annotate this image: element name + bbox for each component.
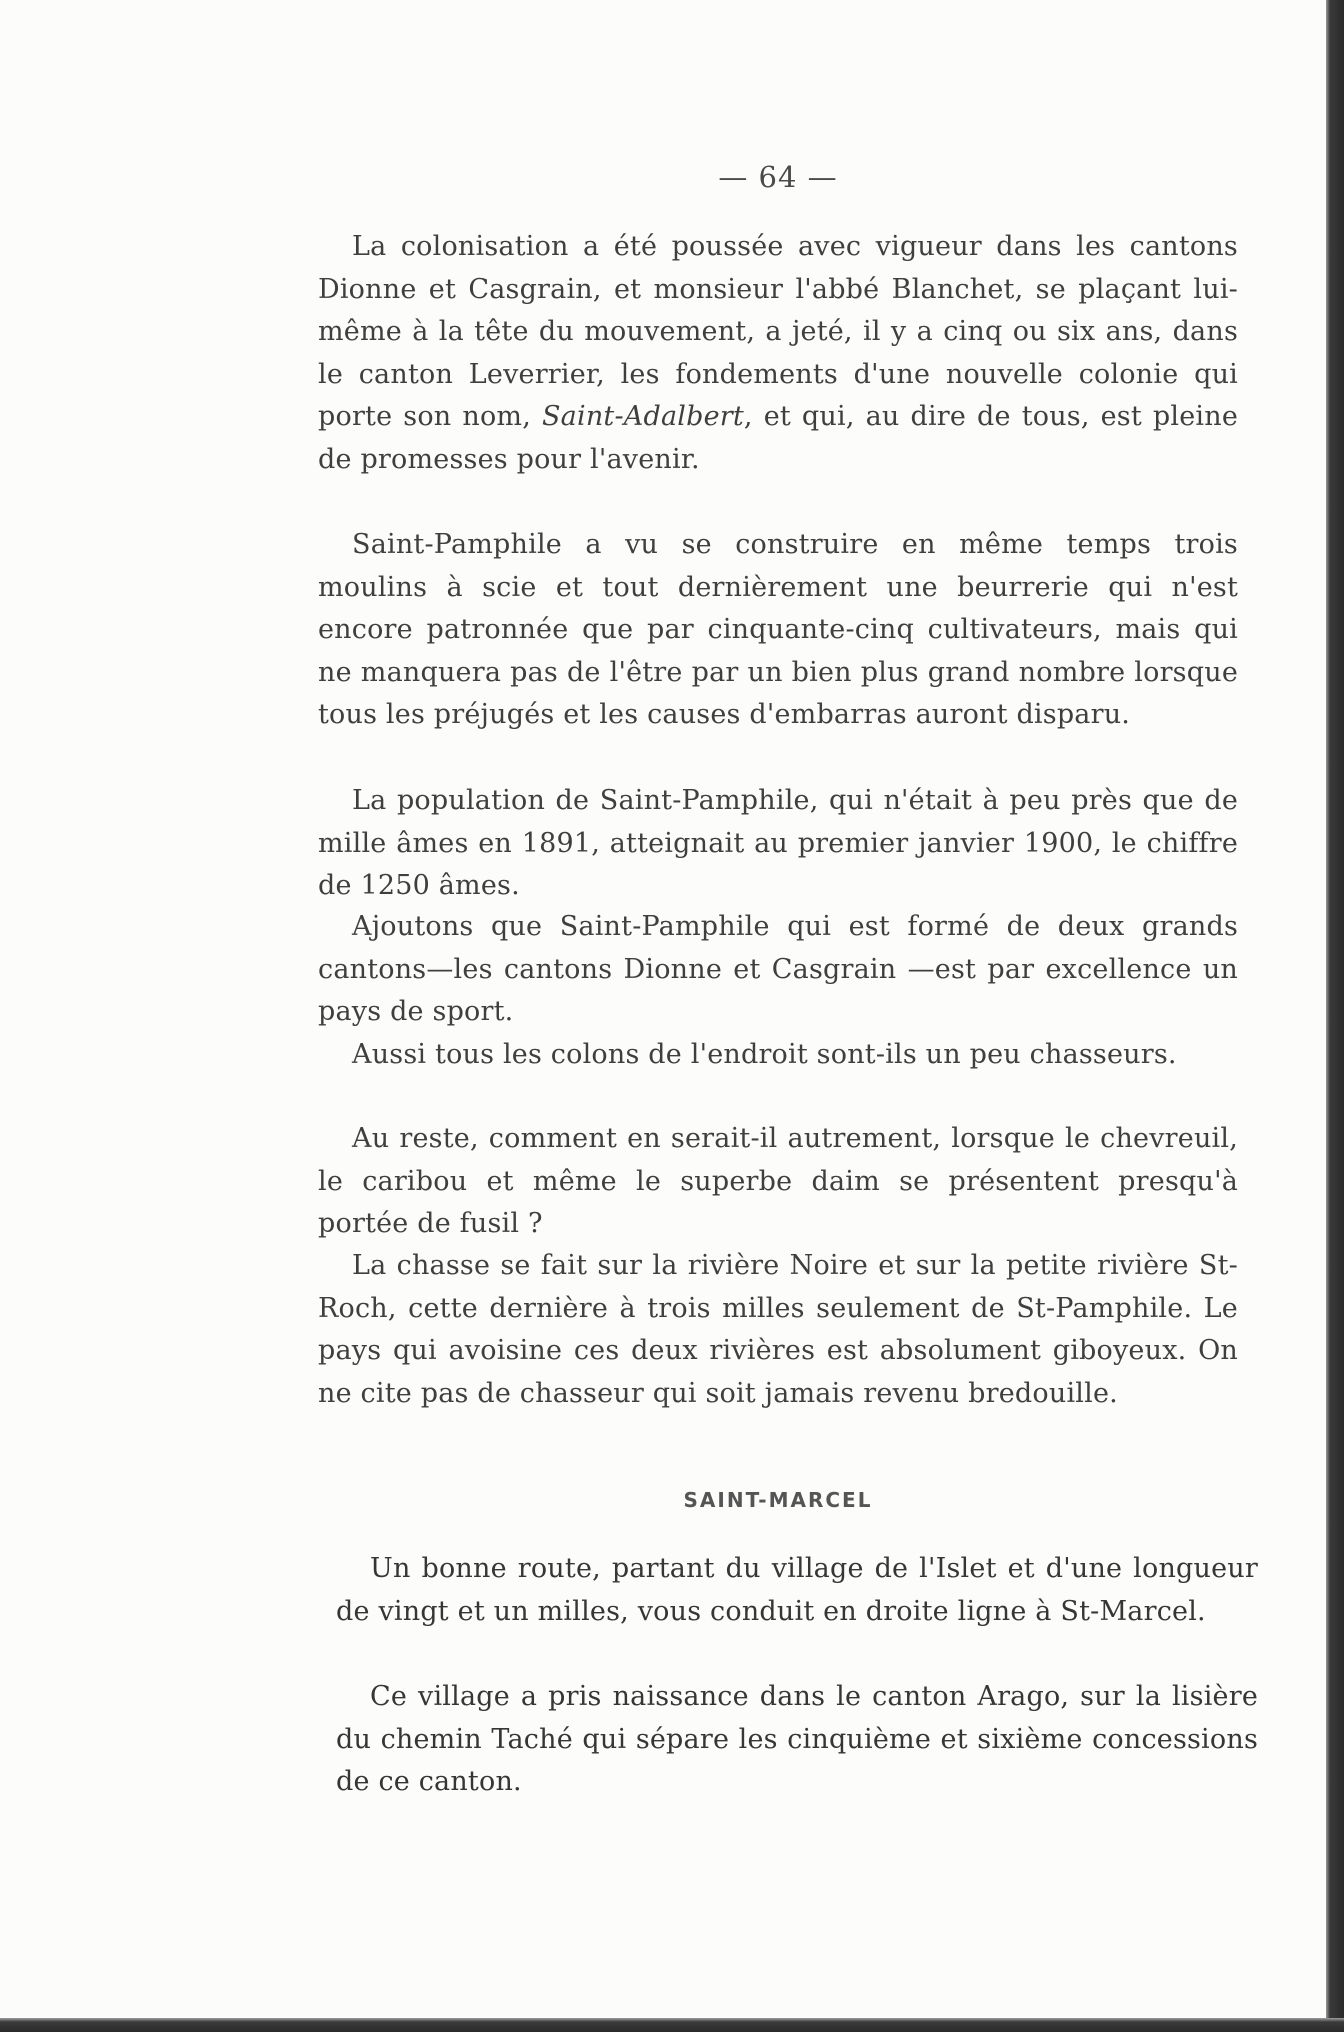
paragraph-colonisation bbox=[318, 226, 1238, 481]
scan-border-right bbox=[1326, 0, 1344, 2032]
saint-adalbert-name: Saint-Adalbert bbox=[541, 401, 744, 432]
paragraph-gibier: Au reste, comment en serait-il autrement, lorsque le chevreuil, le caribou et même le superbe daim se présentent presqu'à portée de fusil ? bbox=[318, 1123, 1238, 1239]
paragraph-colonisation-text: La colonisation a été poussée avec vigueur dans les cantons Dionne et Casgrain, et monsieur l'abbé Blanchet, se plaçant lui-même à la tête du mouvement, a jeté, il y a cinq ou six ans, dans le canton Leverrier, les fondements d'une nouvelle colonie qui porte son nom, bbox=[318, 231, 1238, 432]
paragraph-moulins: Saint-Pamphile a vu se construire en même temps trois moulins à scie et tout dernièrement une beurrerie qui n'est encore patronnée que par cinquante-cinq cultivateurs, mais qui ne manquera pas de l'être par un bien plus grand nombre lorsque tous les préjugés et les causes d'embarras auront disparu. bbox=[318, 529, 1238, 730]
paragraph-population: La population de Saint-Pamphile, qui n'était à peu près que de mille âmes en 1891, atteignait au premier janvier 1900, le chiffre de 1250 âmes. bbox=[318, 785, 1238, 901]
paragraph-route: Un bonne route, partant du village de l'Islet et d'une longueur de vingt et un milles, vous conduit en droite ligne à St-Marcel. bbox=[336, 1553, 1258, 1627]
paragraph-village: Ce village a pris naissance dans le canton Arago, sur la lisière du chemin Taché qui sépare les cinquième et sixième concessions de ce canton. bbox=[336, 1681, 1258, 1797]
paragraph-cantons: Ajoutons que Saint-Pamphile qui est formé de deux grands cantons—les cantons Dionne et Casgrain —est par excellence un pays de sport. bbox=[318, 911, 1238, 1027]
paragraph-chasseurs: Aussi tous les colons de l'endroit sont-ils un peu chasseurs. bbox=[352, 1039, 1177, 1070]
paragraph-chasse: La chasse se fait sur la rivière Noire et sur la petite rivière St-Roch, cette dernière à trois milles seulement de St-Pamphile. Le pays qui avoisine ces deux rivières est absolument giboyeux. On ne cite pas de chasseur qui soit jamais revenu bredouille. bbox=[318, 1250, 1238, 1409]
scan-border-bottom bbox=[0, 2018, 1344, 2032]
section-heading-saint-marcel: SAINT-MARCEL bbox=[683, 1488, 873, 1512]
page-number: — 64 — bbox=[718, 160, 838, 194]
paragraph-colonisation-end: , et qui, au dire de tous, est pleine de promesses pour l'avenir. bbox=[318, 401, 1239, 475]
